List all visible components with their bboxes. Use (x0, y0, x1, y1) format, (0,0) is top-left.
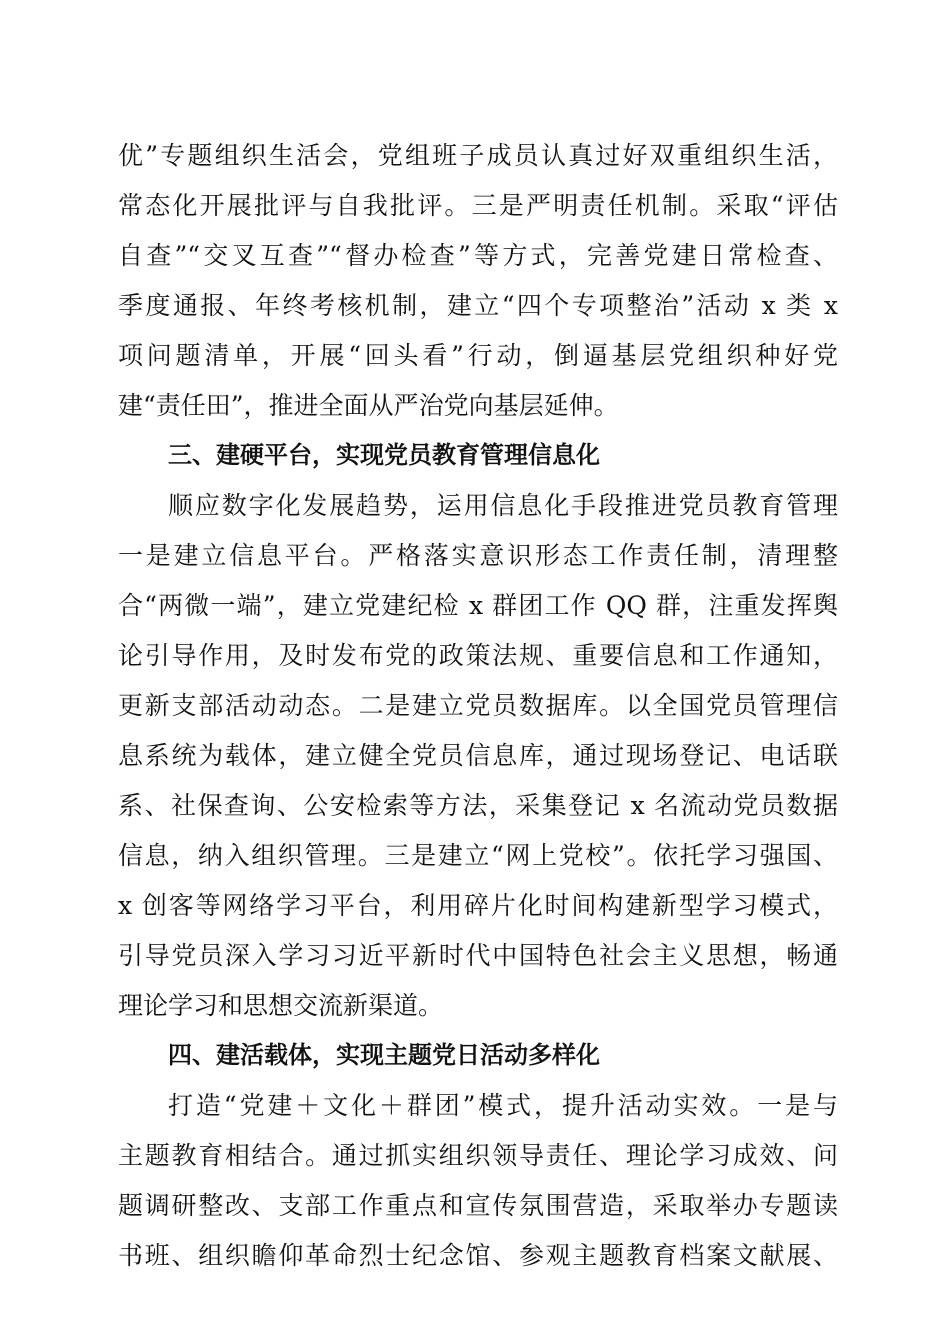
paragraph-line: 更新支部活动动态。二是建立党员数据库。以全国党员管理信 (118, 691, 838, 720)
paragraph-line: 引导党员深入学习习近平新时代中国特色社会主义思想，畅通 (118, 941, 838, 970)
paragraph-line: 一是建立信息平台。严格落实意识形态工作责任制，清理整 (118, 541, 838, 570)
paragraph-line: 书班、组织瞻仰革命烈士纪念馆、参观主题教育档案文献展、 (118, 1241, 838, 1270)
paragraph-line: 息系统为载体，建立健全党员信息库，通过现场登记、电话联 (118, 741, 838, 770)
paragraph-line: 常态化开展批评与自我批评。三是严明责任机制。采取“评估 (118, 191, 838, 220)
paragraph-line: 理论学习和思想交流新渠道。 (118, 991, 444, 1020)
paragraph-line: 信息，纳入组织管理。三是建立“网上党校”。依托学习强国、 (118, 841, 838, 870)
paragraph-line: 主题教育相结合。通过抓实组织领导责任、理论学习成效、问 (118, 1141, 838, 1170)
paragraph-line: 题调研整改、支部工作重点和宣传氛围营造，采取举办专题读 (118, 1191, 838, 1220)
paragraph-line: 优”专题组织生活会，党组班子成员认真过好双重组织生活， (118, 141, 838, 170)
paragraph-line: 系、社保查询、公安检索等方法，采集登记 x 名流动党员数据 (118, 791, 838, 820)
paragraph-line: 打造“党建＋文化＋群团”模式，提升活动实效。一是与 (168, 1091, 838, 1120)
section-heading-4: 四、建活载体，实现主题党日活动多样化 (168, 1041, 600, 1069)
paragraph-line: 顺应数字化发展趋势，运用信息化手段推进党员教育管理 (168, 491, 838, 520)
paragraph-line: 建“责任田”，推进全面从严治党向基层延伸。 (118, 391, 619, 420)
paragraph-line: 自查”“交叉互查”“督办检查”等方式，完善党建日常检查、 (118, 241, 838, 270)
paragraph-line: 合“两微一端”，建立党建纪检 x 群团工作 QQ 群，注重发挥舆 (118, 591, 838, 620)
paragraph-line: 论引导作用，及时发布党的政策法规、重要信息和工作通知， (118, 641, 838, 670)
section-heading-3: 三、建硬平台，实现党员教育管理信息化 (168, 441, 600, 469)
paragraph-line: 季度通报、年终考核机制，建立“四个专项整治”活动 x 类 x (118, 291, 838, 320)
paragraph-line: 项问题清单，开展“回头看”行动，倒逼基层党组织种好党 (118, 341, 838, 370)
paragraph-line: x 创客等网络学习平台，利用碎片化时间构建新型学习模式， (118, 891, 838, 920)
